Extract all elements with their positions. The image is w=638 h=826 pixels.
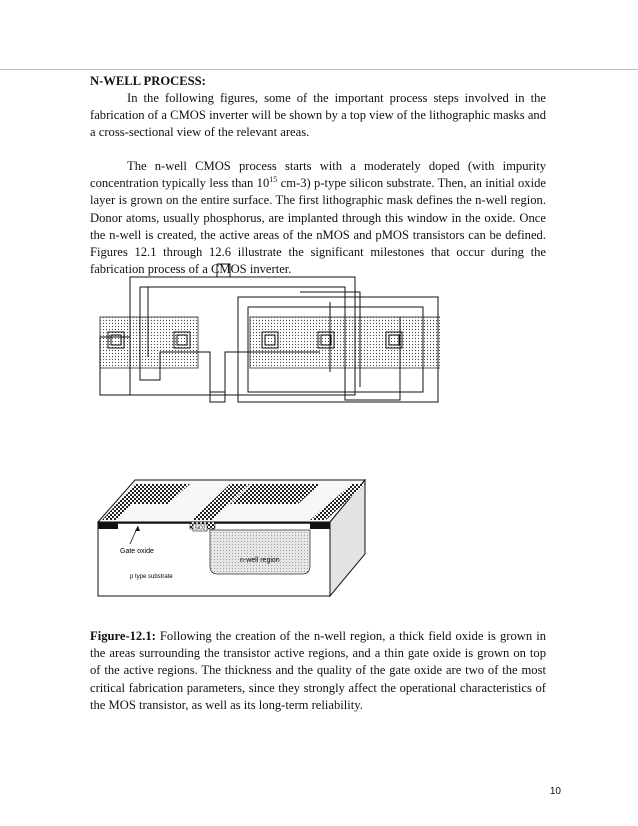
- process-text-start: The n-well CMOS process starts with a moderately doped (with impurity concentration typically less than 10: [90, 159, 546, 191]
- process-text-end: cm-3) p-type silicon substrate. Then, an initial oxide layer is grown on the entire surface. The first lithographic mask defines the n-well region. Donor atoms, usually phosphorus, are implanted through this window in the oxide. Once the n-well is created, the active areas of the nMOS and pMOS transistors can be defined. Figures 12.1 through 12.6 illustrate the significant milestones that occur during the fabrication process of a CMOS inverter.: [90, 176, 546, 277]
- impurity-exponent: 15: [269, 175, 278, 185]
- intro-paragraph: In the following figures, some of the important process steps involved in the fabrication of a CMOS inverter will be shown by a top view of the lithographic masks and a cross-sectional view of the relevant areas.: [90, 91, 546, 140]
- section-heading: N-WELL PROCESS:: [90, 74, 206, 88]
- process-paragraph: [90, 158, 546, 278]
- nwell-label: n-well region: [240, 557, 280, 564]
- substrate-label: p type substrate: [130, 574, 173, 580]
- header-rule: [0, 69, 638, 70]
- mask-layout-figure: [90, 262, 440, 410]
- gate-oxide-label: Gate oxide: [120, 548, 154, 555]
- figure-caption-label: Figure-12.1:: [90, 629, 156, 643]
- figure-caption-text: Following the creation of the n-well region, a thick field oxide is grown in the areas surrounding the transistor active regions, and a thin gate oxide is grown on top of the active regions. The thickness and the quality of the gate oxide are two of the most critical fabrication parameters, since they strongly affect the operational characteristics of the MOS transistor, as well as its long-term reliability.: [90, 629, 546, 712]
- cross-section-figure: [90, 474, 390, 598]
- sio2-label: SiO2: [194, 525, 206, 532]
- figure-caption: [90, 628, 546, 714]
- page-number: 10: [549, 786, 561, 797]
